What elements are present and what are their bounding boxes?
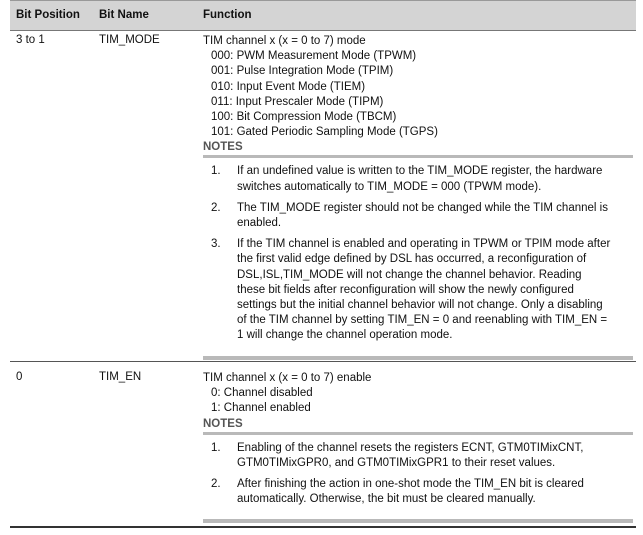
note-number: 2. — [211, 478, 221, 491]
note-line: switches automatically to TIM_MODE = 000 (TPWM mode). — [237, 180, 542, 193]
table-row — [10, 371, 636, 521]
bit-name: TIM_MODE — [99, 34, 160, 46]
mode-option: 000: PWM Measurement Mode (TPWM) — [211, 50, 417, 63]
mode-option: 011: Input Prescaler Mode (TIPM) — [211, 95, 384, 108]
mode-option: 001: Pulse Integration Mode (TPIM) — [211, 65, 394, 78]
note-item — [203, 477, 633, 507]
note-line: enabled. — [237, 217, 282, 230]
note-item — [203, 441, 633, 471]
mode-option: 100: Bit Compression Mode (TBCM) — [211, 111, 397, 124]
note-line: the first valid edge defined by DSL has occurred, a reconfiguration of — [237, 253, 587, 266]
note-line: If the TIM channel is enabled and operating in TPWM or TPIM mode after — [237, 238, 611, 251]
enable-option: 1: Channel enabled — [211, 402, 311, 415]
table-row — [10, 34, 636, 367]
bit-position: 3 to 1 — [16, 34, 45, 46]
notes-box — [203, 155, 633, 359]
mode-option: 010: Input Event Mode (TIEM) — [211, 80, 366, 93]
header-bit-name: Bit Name — [99, 9, 149, 21]
note-line: of the TIM channel by setting TIM_EN = 0 and reenabling with TIM_EN = — [237, 314, 608, 327]
note-number: 1. — [211, 165, 221, 178]
note-item — [203, 164, 633, 194]
note-line: The TIM_MODE register should not be changed while the TIM channel is — [237, 201, 608, 214]
row-separator — [10, 361, 636, 362]
note-line: If an undefined value is written to the TIM_MODE register, the hardware — [237, 165, 603, 178]
note-line: After finishing the action in one-shot mode the TIM_EN bit is cleared — [237, 478, 584, 491]
note-number: 1. — [211, 441, 221, 454]
notes-label: NOTES — [203, 141, 243, 154]
enable-option: 0: Channel disabled — [211, 387, 313, 400]
table-bottom-rule — [10, 526, 636, 528]
note-line: DSL,ISL,TIM_MODE will not change the channel behavior. Reading — [237, 268, 582, 281]
note-line: settings but the initial channel behavior will not change. Only a disabling — [237, 299, 603, 312]
bit-name: TIM_EN — [99, 371, 142, 383]
note-line: automatically. Otherwise, the bit must be cleared manually. — [237, 493, 536, 506]
header-function: Function — [203, 9, 252, 21]
note-line: Enabling of the channel resets the registers ECNT, GTM0TIMixCNT, — [237, 441, 584, 454]
notes-label: NOTES — [203, 417, 243, 430]
header-bit-position: Bit Position — [16, 9, 80, 21]
table-header — [10, 0, 636, 31]
function-cell — [203, 34, 633, 360]
function-description: TIM channel x (x = 0 to 7) mode — [203, 35, 366, 47]
function-description: TIM channel x (x = 0 to 7) enable — [203, 372, 372, 384]
note-number: 2. — [211, 201, 221, 214]
note-line: these bit fields after reconfiguration will show the newly configured — [237, 283, 574, 296]
note-item — [203, 201, 633, 231]
note-item — [203, 237, 633, 343]
bit-position: 0 — [16, 371, 23, 383]
note-line: 1 will change the channel operation mode. — [237, 329, 453, 342]
note-line: GTM0TIMixGPR0, and GTM0TIMixGPR1 to their reset values. — [237, 456, 556, 469]
function-cell — [203, 371, 633, 523]
register-bit-table — [10, 0, 636, 521]
mode-option: 101: Gated Periodic Sampling Mode (TGPS) — [211, 126, 438, 139]
notes-box — [203, 432, 633, 524]
note-number: 3. — [211, 238, 221, 251]
